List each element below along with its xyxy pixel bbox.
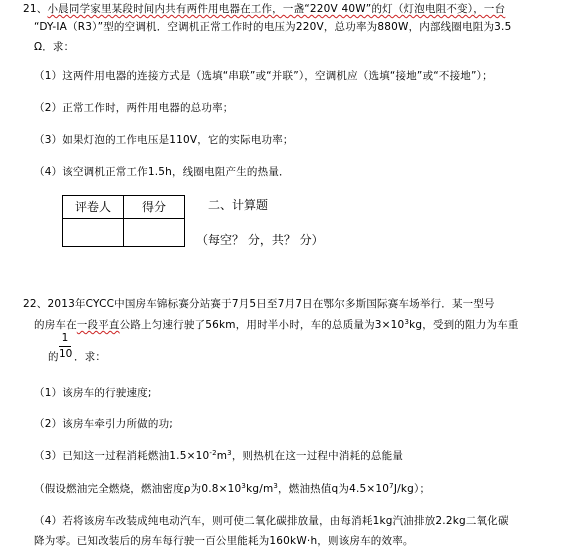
fraction-denominator: 10 [59,348,73,360]
q21-intro-line-1 [23,4,505,15]
q22-line-2-mid: 公路上匀速行驶了56km，用时半小时，车的总质量为3×10 [119,319,405,331]
q21-intro-line-3: Ω．求： [34,41,75,53]
q22-item-3-note [34,484,430,495]
q22-item-2: （2）该房车牵引力所做的功; [34,418,174,430]
note-density-exp: 3 [241,482,247,490]
q21-item-1: （1）这两件用电器的连接方式是（选填“串联”或“并联”），空调机应（选填“接地”或“不接地”）； [34,70,493,82]
q22-item-3-end: ，则热机在这一过程中消耗的总能量 [231,450,404,462]
note-heat-unit: J/kg）； [393,483,431,495]
note-density-unit-exp: 3 [273,482,279,490]
q22-line-1: 22、2013年CYCC中国房车锦标赛分站赛于7月5日至7月7日在鄂尔多斯国际赛车场举行．某一型号 [23,298,495,310]
q21-item-4: （4）该空调机正常工作1.5h，线圈电阻产生的热量． [34,166,290,178]
q22-item-3-unit-exp: 3 [227,449,232,457]
note-heat-value: ，燃油热值q为4.5×10 [278,483,390,495]
q22-fraction [59,333,71,360]
q22-line-2 [34,320,519,331]
grader-table [62,195,185,247]
q22-item-4-line-1: （4）若将该房车改装成纯电动汽车，则可使二氧化碳排放量，由每消耗1kg汽油排放2.2kg二氧化碳 [34,515,509,527]
q22-line-2-start: 的房车在 [34,319,77,331]
q22-flagged-word: 一段平直 [76,319,120,331]
q22-item-3-exp: -2 [209,449,217,457]
q22-item-3-unit: m [216,450,228,462]
q22-line-3b: ．求： [74,351,107,363]
grader-cell[interactable] [63,219,124,247]
q22-line-2-end: kg，受到的阻力为车重 [409,319,519,331]
grader-header: 评卷人 [63,196,124,219]
q22-line-3a: 的 [48,351,59,363]
q22-item-1: （1）该房车的行驶速度; [34,387,152,399]
q22-item-3-start: （3）已知这一过程消耗燃油1.5×10 [34,450,210,462]
fraction-bar [59,346,71,347]
q22-item-4-line-2: 降为零。已知改装后的房车每行驶一百公里能耗为160kW·h，则该房车的效率。 [34,535,414,547]
note-density: （假设燃油完全燃烧，燃油密度ρ为0.8×10 [34,483,242,495]
q22-mass-exponent: 3 [404,318,410,326]
section-title: 二、计算题 [208,198,269,212]
section-score-note: （每空？ 分，共？ 分） [196,233,324,247]
q21-item-3: （3）如果灯泡的工作电压是110V，它的实际电功率； [34,134,294,146]
q21-item-2: （2）正常工作时，两件用电器的总功率； [34,102,234,114]
note-heat-exp: 7 [389,482,394,490]
q21-intro-line-2: “DY-IA（R3）”型的空调机．空调机正常工作时的电压为220V，总功率为880W，内部线圈电阻为3.5 [34,21,512,33]
q22-item-3 [34,451,403,462]
score-cell[interactable] [124,219,185,247]
fraction-numerator: 1 [61,332,69,344]
q21-intro-text: 小晨同学家里某段时间内共有两件用电器在工作，一盏“220V 40W”的灯（灯泡电阻不变），一台 [47,3,506,15]
q21-number: 21、 [23,3,48,15]
score-header: 得分 [124,196,185,219]
note-density-unit: kg/m [246,483,274,495]
